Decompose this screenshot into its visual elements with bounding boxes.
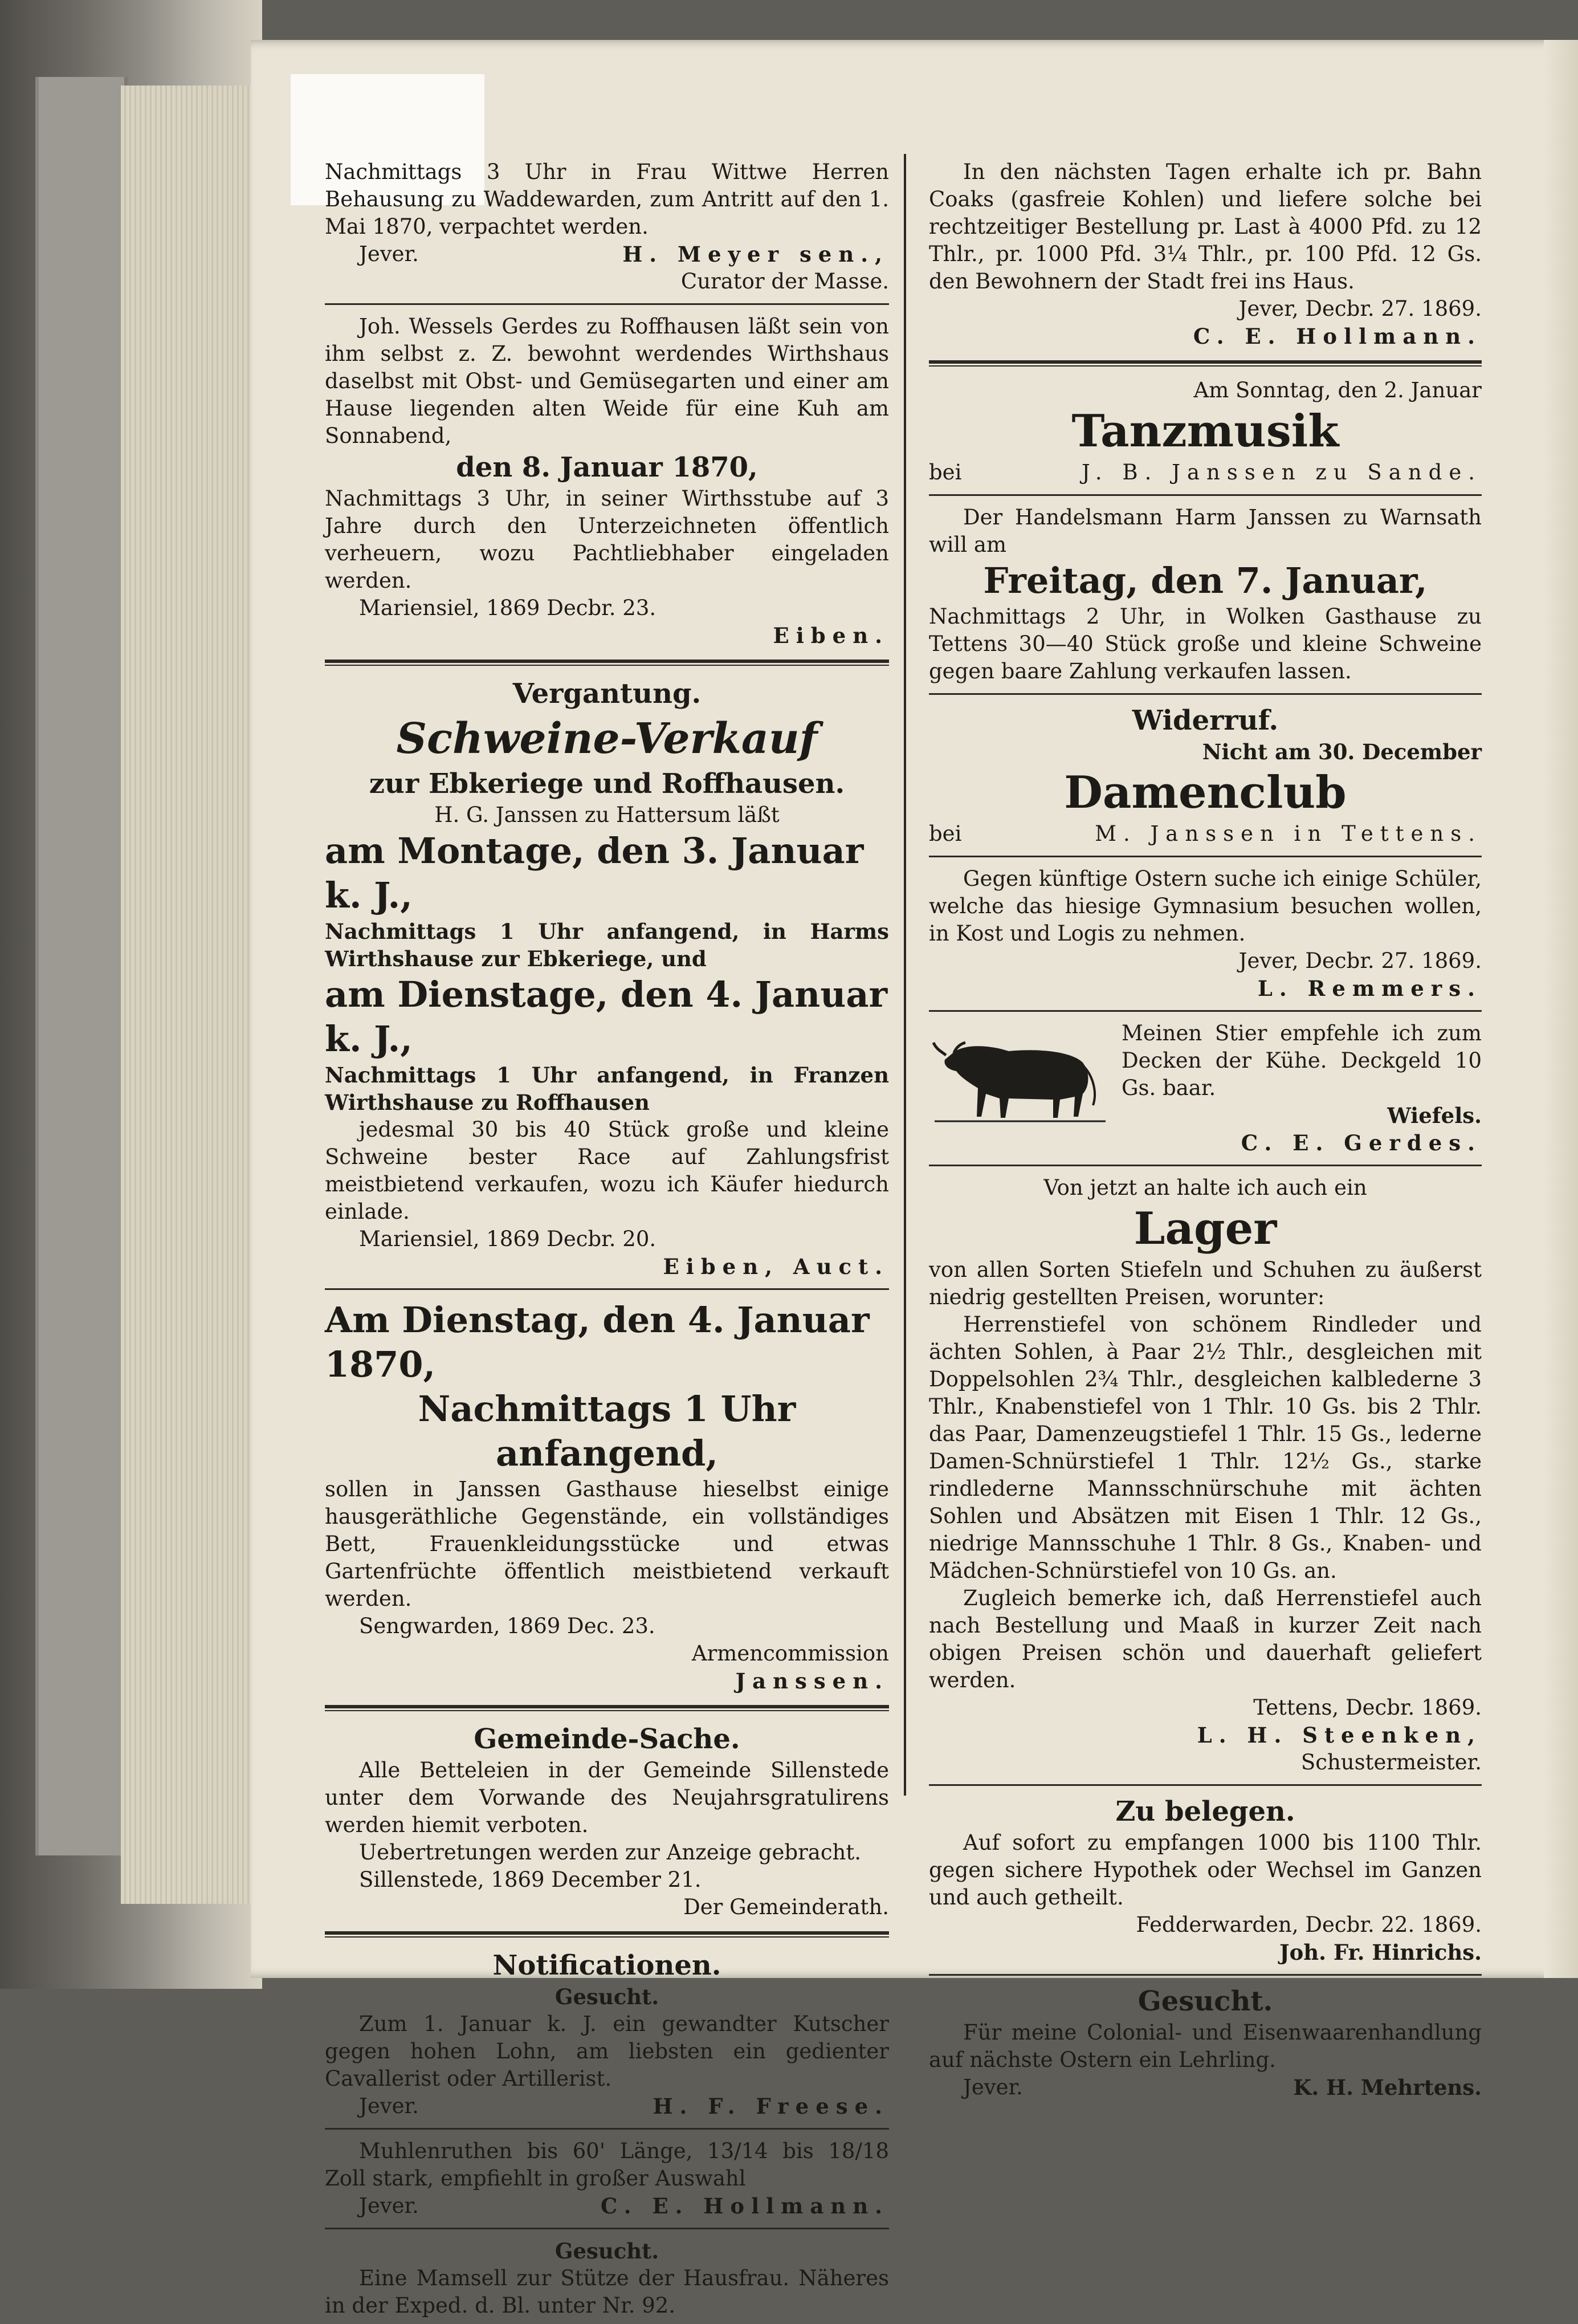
ad-place: Wiefels. <box>1387 1103 1482 1128</box>
book-spine <box>35 77 128 1855</box>
ad-pig-sale <box>325 671 889 1285</box>
ad-dance <box>929 372 1482 491</box>
ad-place: Mariensiel, 1869 Decbr. 23. <box>359 596 657 620</box>
ad-text: Der Handelsmann Harm Janssen zu Warnsath will am <box>929 505 1482 557</box>
ad-text: Joh. Wessels Gerdes zu Roffhausen läßt sein von ihm selbst z. Z. bewohnt werdendes Wirthshaus daselbst mit Obst- und Gemüsegarten und einer am Hause liegenden alten Weide für eine Kuh am Sonnabend, <box>325 314 889 448</box>
ad-signer: H. Meyer sen., <box>622 242 889 267</box>
divider <box>929 1010 1482 1012</box>
ad-time: Nachmittags 1 Uhr anfangend, <box>418 1388 796 1474</box>
ad-subtitle: zur Ebkeriege und Roffhausen. <box>369 768 845 800</box>
column-divider <box>904 154 906 1796</box>
ad-household-auction <box>325 1293 889 1699</box>
page-edges <box>121 86 263 1904</box>
ad-text: Nachmittags 1 Uhr anfangend, in Harms Wirthshause zur Ebkeriege, und <box>325 919 889 971</box>
ad-text: In den nächsten Tagen erhalte ich pr. Bahn Coaks (gasfreie Kohlen) und liefere solche bei rechtzeitiger Bestellung pr. Last à 4000 Pfd. zu 12 Thlr., pr. 1000 Pfd. 3¼ Thlr., pr. 100 Pfd. 12 Gs. den Bewohnern der Stadt frei ins Haus. <box>929 160 1482 294</box>
ad-line: bei <box>929 460 962 485</box>
ad-signer: Janssen. <box>735 1668 889 1694</box>
ad-signer: L. Remmers. <box>1257 976 1482 1001</box>
divider <box>325 2128 889 2130</box>
ad-signer: H. F. Freese. <box>653 2094 889 2119</box>
ad-signer: Eiben, Auct. <box>663 1254 889 1279</box>
ad-text: Nachmittags 3 Uhr in Frau Wittwe Herren Behausung zu Waddewarden, zum Antritt auf den 1. Mai 1870, verpachtet werden. <box>325 160 889 239</box>
ad-place: Jever, Decbr. 27. 1869. <box>1238 949 1482 973</box>
ad-notifications <box>325 1943 889 2124</box>
divider <box>929 494 1482 496</box>
ad-apprentice <box>929 1979 1482 2106</box>
ad-place: Fedderwarden, Decbr. 22. 1869. <box>1136 1912 1482 1937</box>
ad-date: den 8. Januar 1870, <box>456 451 758 483</box>
ad-text: Zum 1. Januar k. J. ein gewandter Kutscher gegen hohen Lohn, am liebsten ein gedienter Cavallerist oder Artillerist. <box>325 2012 889 2091</box>
ad-heading: Zu belegen. <box>1115 1796 1295 1828</box>
ad-date: Freitag, den 7. Januar, <box>983 560 1428 601</box>
ad-text: Meinen Stier empfehle ich zum Decken der Kühe. Deckgeld 10 Gs. baar. <box>1122 1021 1482 1100</box>
ad-signer: J. B. Janssen zu Sande. <box>1081 460 1482 485</box>
ad-line: Nicht am 30. December <box>1202 739 1482 764</box>
ad-title: Lager <box>1133 1203 1277 1255</box>
ad-coke <box>929 154 1482 355</box>
divider <box>325 1931 889 1938</box>
ad-signer: M. Janssen in Tettens. <box>1095 821 1482 846</box>
divider <box>929 856 1482 857</box>
ad-signer: Der Gemeinderath. <box>683 1895 889 1919</box>
ad-heading: Gesucht. <box>554 2238 659 2264</box>
ad-title: Tanzmusik <box>1071 405 1339 457</box>
divider <box>325 1288 889 1290</box>
ad-footer <box>929 459 1482 486</box>
ad-lease-notice <box>325 154 889 300</box>
ad-place: Tettens, Decbr. 1869. <box>1253 1695 1482 1720</box>
ad-footer <box>325 2093 889 2120</box>
ad-signer: Joh. Fr. Hinrichs. <box>1279 1940 1482 1965</box>
ad-text: sollen in Janssen Gasthause hieselbst einige hausgeräthliche Gegenstände, ein vollständiges Bett, Frauenkleidungsstücke und etwas Gartenfrüchte öffentlich meistbietend verkauft werden. <box>325 1477 889 1611</box>
ad-signer: C. E. Hollmann. <box>1193 324 1482 349</box>
ad-text: Für meine Colonial- und Eisenwaarenhandlung auf nächste Ostern ein Lehrling. <box>929 2020 1482 2072</box>
ad-signer: Eiben. <box>773 623 889 648</box>
ad-footer <box>929 820 1482 848</box>
ad-bull <box>929 1015 1482 1161</box>
ad-mill-beams <box>325 2133 889 2224</box>
divider <box>929 1784 1482 1786</box>
ad-text: Zugleich bemerke ich, daß Herrenstiefel auch nach Bestellung und Maaß in kurzer Zeit nach obigen Preisen schön und dauerhaft geliefert werden. <box>929 1586 1482 1692</box>
right-column <box>929 154 1482 2106</box>
ad-place: Jever. <box>963 2075 1023 2099</box>
ad-title: Damenclub <box>1064 767 1347 819</box>
ad-line: H. G. Janssen zu Hattersum läßt <box>434 803 780 827</box>
page-right-edge <box>1544 40 1578 1978</box>
ad-heading: Gesucht. <box>1137 1985 1273 2017</box>
divider <box>929 1165 1482 1166</box>
ad-heading: Gemeinde-Sache. <box>474 1723 740 1755</box>
ad-footer <box>325 241 889 268</box>
divider <box>929 693 1482 695</box>
ad-community-notice <box>325 1717 889 1926</box>
ad-bull-text <box>1122 1020 1482 1129</box>
ad-bull-body <box>929 1020 1482 1129</box>
ad-place: Jever, Decbr. 27. 1869. <box>1238 296 1482 321</box>
divider <box>929 1974 1482 1976</box>
ad-text: Nachmittags 3 Uhr, in seiner Wirthsstube auf 3 Jahre durch den Unterzeichneten öffentlich verheuern, wozu Pachtliebhaber eingeladen werden. <box>325 486 889 593</box>
ad-pig-sale-tettens <box>929 499 1482 690</box>
ad-signer: K. H. Mehrtens. <box>1293 2075 1482 2100</box>
ad-footer <box>929 2074 1482 2101</box>
ad-signer: Armencommission <box>691 1641 889 1666</box>
ad-title: Schweine-Verkauf <box>396 714 818 763</box>
ad-place: Jever. <box>359 242 419 266</box>
ad-text: jedesmal 30 bis 40 Stück große und kleine Schweine bester Race auf Zahlungsfrist meistbietend verkaufen, wozu ich Käufer hiedurch einlade. <box>325 1117 889 1224</box>
ad-tavern-lease <box>325 308 889 654</box>
ad-text: Alle Betteleien in der Gemeinde Sillenstede unter dem Vorwande des Neujahrsgratulirens werden hiemit verboten. <box>325 1758 889 1837</box>
divider <box>929 360 1482 367</box>
ad-text: Herrenstiefel von schönem Rindleder und ächten Sohlen, à Paar 2½ Thlr., desgleichen mit Doppelsohlen 2¾ Thlr., desgleichen kalblederne 3 Thlr., Knabenstiefel von 1 Thlr. 10 Gs. bis 2 Thlr. das Paar, Damenzeugstiefel 1 Thlr. 15 Gs., lederne Damen-Schnürstiefel 1 Thlr. 12½ Gs., starke rindlederne Mannsschnürschuhe mit ächten Sohlen und Absätzen mit Eisen 1 Thlr. 12 Gs., niedrige Mannsschuhe 1 Thlr. 8 Gs., Knaben- und Mädchen-Schnürstiefel von 10 Gs. an. <box>929 1312 1482 1583</box>
divider <box>325 1705 889 1711</box>
ad-signer-role: Schustermeister. <box>1300 1750 1482 1774</box>
divider <box>325 660 889 666</box>
ad-signer: C. E. Gerdes. <box>1241 1130 1482 1155</box>
ad-revocation <box>929 698 1482 852</box>
ad-place: Mariensiel, 1869 Decbr. 20. <box>359 1227 657 1251</box>
ad-place: Sengwarden, 1869 Dec. 23. <box>359 1614 655 1638</box>
ad-text: Auf sofort zu empfangen 1000 bis 1100 Thlr. gegen sichere Hypothek oder Wechsel im Ganzen und auch getheilt. <box>929 1830 1482 1910</box>
ad-signer-role: Curator der Masse. <box>680 269 889 294</box>
ad-boarding <box>929 861 1482 1007</box>
divider <box>325 2228 889 2229</box>
bull-illustration <box>929 1020 1111 1128</box>
ad-place: Jever. <box>359 2193 419 2218</box>
ad-place: Sillenstede, 1869 December 21. <box>359 1867 702 1892</box>
ad-text: Eine Mamsell zur Stütze der Hausfrau. Näheres in der Exped. d. Bl. unter Nr. 92. <box>325 2266 889 2318</box>
ad-date: am Montage, den 3. Januar k. J., <box>325 830 864 916</box>
ad-heading: Vergantung. <box>512 678 702 710</box>
divider <box>325 303 889 305</box>
ad-text: Nachmittags 1 Uhr anfangend, in Franzen Wirthshause zu Roffhausen <box>325 1063 889 1115</box>
newspaper-page <box>251 40 1578 2318</box>
ad-signer: L. H. Steenken, <box>1197 1723 1482 1748</box>
ad-text: Uebertretungen werden zur Anzeige gebracht. <box>359 1840 862 1865</box>
ad-heading: Widerruf. <box>1132 705 1279 736</box>
ad-place: Jever. <box>359 2094 419 2118</box>
ad-text: Nachmittags 2 Uhr, in Wolken Gasthause zu Tettens 30—40 Stück große und kleine Schweine gegen baare Zahlung verkaufen lassen. <box>929 604 1482 683</box>
ad-line: Am Sonntag, den 2. Januar <box>1193 378 1482 402</box>
section-heading: Notificationen. <box>492 1949 721 1981</box>
ad-shoe-store <box>929 1170 1482 1781</box>
ad-loan <box>929 1789 1482 1971</box>
ad-signer: C. E. Hollmann. <box>600 2193 889 2219</box>
ad-line: Von jetzt an halte ich auch ein <box>1043 1175 1367 1200</box>
ad-line: bei <box>929 821 962 846</box>
ad-text: von allen Sorten Stiefeln und Schuhen zu äußerst niedrig gestellten Preisen, worunter: <box>929 1257 1482 1309</box>
ad-heading: Gesucht. <box>554 1984 659 2009</box>
left-column <box>325 154 889 2324</box>
ad-housekeeper <box>325 2233 889 2324</box>
ad-footer <box>325 2192 889 2220</box>
ad-text: Muhlenruthen bis 60' Länge, 13/14 bis 18/18 Zoll stark, empfiehlt in großer Auswahl <box>325 2139 889 2191</box>
ad-date: am Dienstage, den 4. Januar k. J., <box>325 974 888 1060</box>
ad-date: Am Dienstag, den 4. Januar 1870, <box>325 1299 870 1385</box>
ad-text: Gegen künftige Ostern suche ich einige Schüler, welche das hiesige Gymnasium besuchen wollen, in Kost und Logis zu nehmen. <box>929 866 1482 946</box>
